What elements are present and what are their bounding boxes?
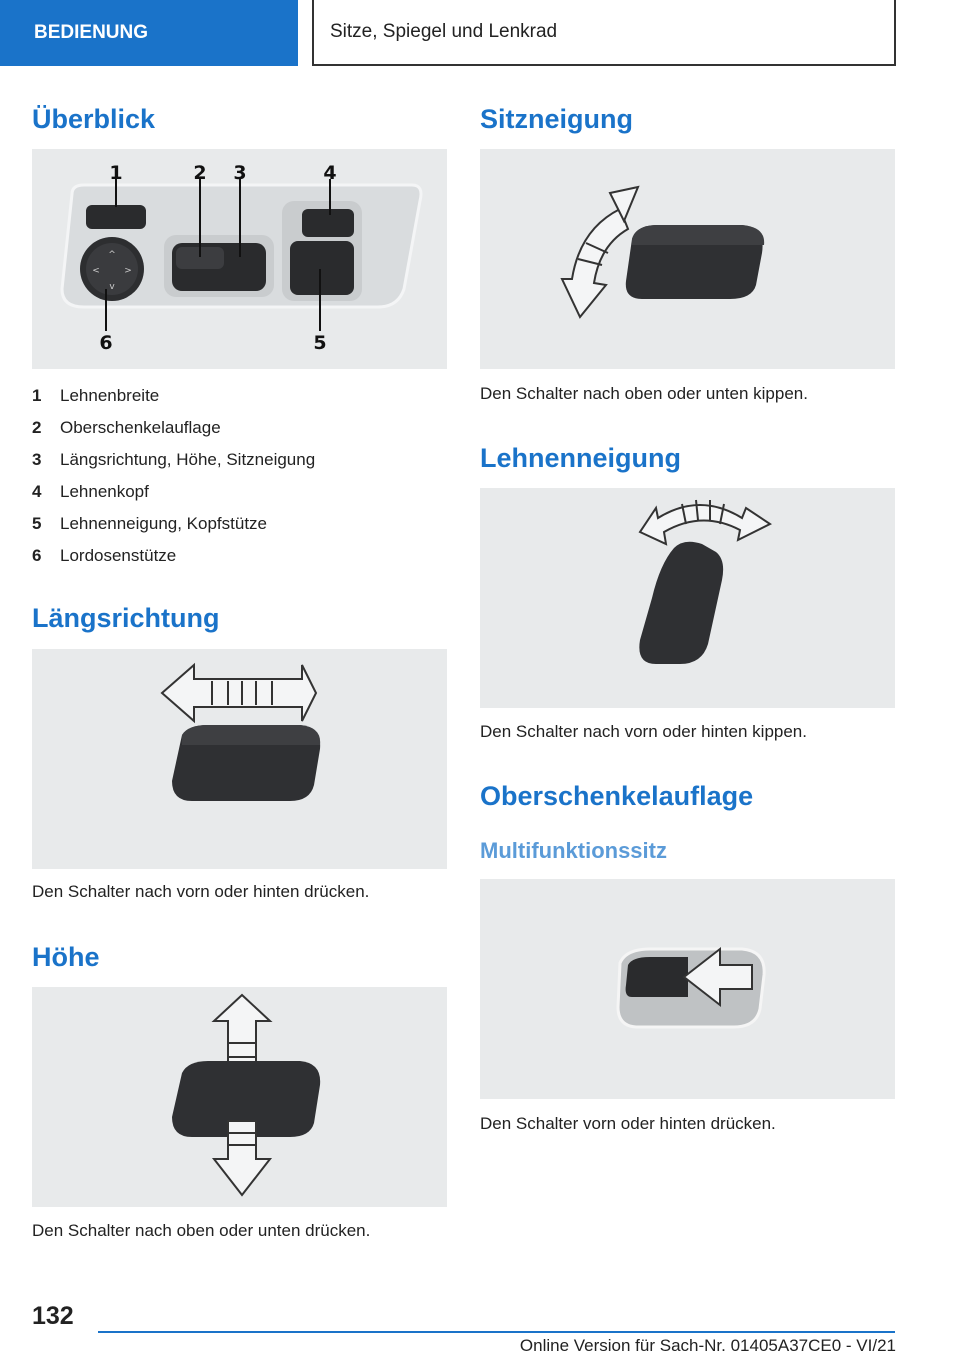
sitzneigung-heading: Sitzneigung [480,104,633,134]
callout-5: 5 [313,332,327,354]
legend-item [32,444,442,476]
lehnenneigung-heading: Lehnenneigung [480,443,681,473]
footer-divider [98,1331,895,1333]
overview-legend [32,380,442,572]
legend-label: Lehnenbreite [60,386,160,405]
laengsrichtung-figure [32,649,447,869]
svg-text:^: ^ [108,250,116,260]
callout-6: 6 [99,332,113,354]
hoehe-caption: Den Schalter nach oben oder unten drücken. [32,1221,371,1240]
oberschenkelauflage-subheading: Multifunktionssitz [480,838,667,863]
svg-text:>: > [124,266,132,276]
legend-number: 2 [32,418,42,437]
online-version-note: Online Version für Sach-Nr. 01405A37CE0 - VI/21 [519,1336,896,1355]
legend-label: Lehnenneigung, Kopfstütze [60,514,268,533]
overview-heading: Überblick [32,104,156,134]
legend-label: Oberschenkelauflage [60,418,221,437]
lehnenneigung-figure [480,488,895,708]
callout-2: 2 [193,162,207,184]
oberschenkelauflage-heading: Oberschenkelauflage [480,781,754,811]
page-number: 132 [32,1302,74,1330]
laengsrichtung-caption: Den Schalter nach vorn oder hinten drücken. [32,882,370,901]
oberschenkelauflage-figure [480,879,895,1099]
legend-label: Lehnenkopf [60,482,149,501]
hoehe-heading: Höhe [32,942,100,972]
lehnenneigung-caption: Den Schalter nach vorn oder hinten kippen. [480,722,807,741]
chapter-title: Sitze, Spiegel und Lenkrad [312,0,896,66]
legend-number: 5 [32,514,42,533]
legend-number: 3 [32,450,42,469]
svg-text:<: < [92,266,100,276]
legend-item [32,476,442,508]
svg-text:v: v [109,282,115,292]
legend-item [32,508,442,540]
legend-item [32,540,442,572]
hoehe-figure [32,987,447,1207]
callout-3: 3 [233,162,247,184]
legend-number: 6 [32,546,42,565]
callout-1: 1 [109,162,123,184]
section-tab: BEDIENUNG [0,0,298,66]
legend-item [32,380,442,412]
oberschenkelauflage-caption: Den Schalter vorn oder hinten drücken. [480,1114,776,1133]
sitzneigung-figure [480,149,895,369]
legend-label: Lordosenstütze [60,546,177,565]
overview-seat-controls-figure [32,149,447,369]
legend-number: 4 [32,482,42,501]
sitzneigung-caption: Den Schalter nach oben oder unten kippen. [480,384,808,403]
laengsrichtung-heading: Längsrichtung [32,603,220,633]
callout-4: 4 [323,162,337,184]
legend-number: 1 [32,386,42,405]
legend-label: Längsrichtung, Höhe, Sitzneigung [60,450,316,469]
legend-item [32,412,442,444]
